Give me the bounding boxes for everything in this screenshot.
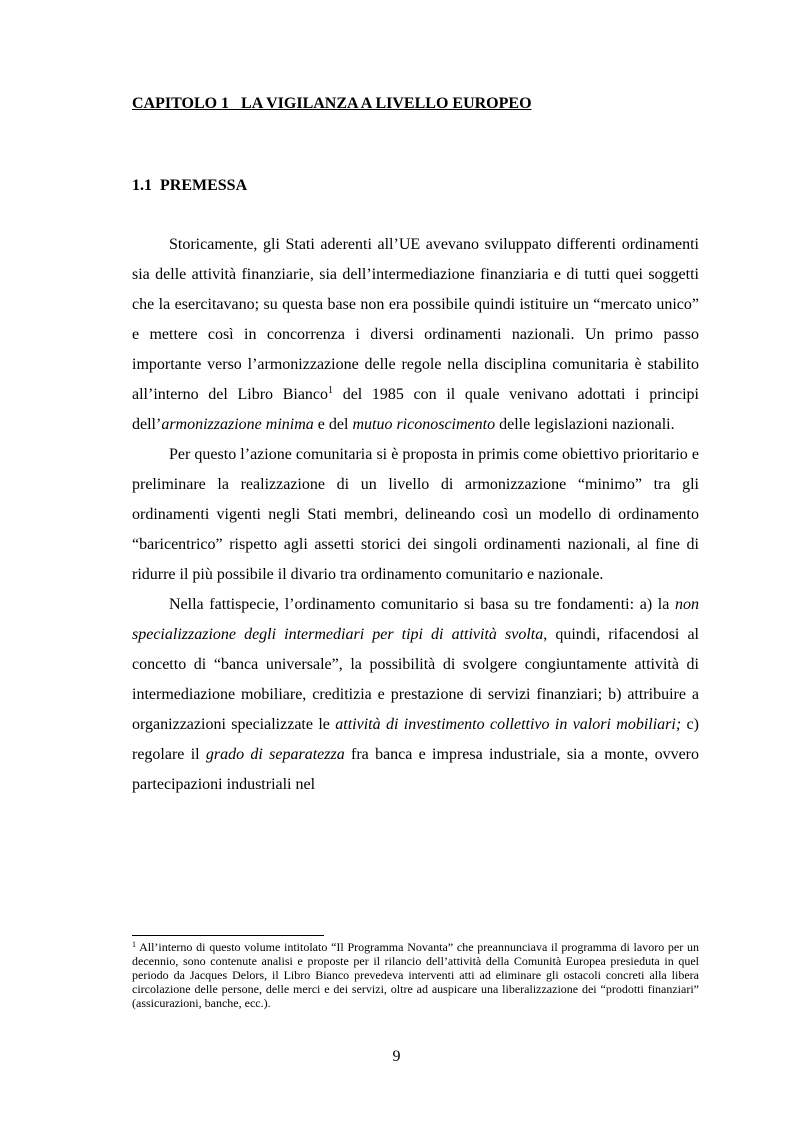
paragraph-1-text-b: del 1985 con il quale venivano adottati i principi dell’ <box>132 386 699 433</box>
footnote <box>132 940 699 1010</box>
paragraph-3-emphasis-a: non specializzazione degli intermediari per tipi di attività svolta <box>132 596 699 643</box>
body-text <box>132 230 699 800</box>
footnote-text: All’interno di questo volume intitolato “Il Programma Novanta” che preannunciava il programma di lavoro per un decennio, sono contenute analisi e proposte per il rilancio dell’attività della Comunità Europea presieduta in quel periodo da Jacques Delors, il Libro Bianco prevedeva interventi atti ad eliminare gli ostacoli concreti alla libera circolazione delle persone, delle merci e dei servizi, oltre ad auspicare una liberalizzazione dei “prodotti finanziari” (assicurazioni, banche, ecc.). <box>132 940 699 1010</box>
paragraph-3-emphasis-b: attività di investimento collettivo in valori mobiliari; <box>335 716 682 733</box>
paragraph-3-text-b: , quindi, rifacendosi al concetto di “banca universale”, la possibilità di svolgere congiuntamente attività di intermediazione mobiliare, creditizia e prestazione di servizi finanziari; b) attribuire a organizzazioni specializzate le <box>132 626 700 733</box>
paragraph-1-text-c: e del <box>313 416 353 433</box>
paragraph-3-emphasis-c: grado di separatezza <box>205 746 345 763</box>
section-title: 1.1 PREMESSA <box>132 177 248 194</box>
chapter-title: CAPITOLO 1 LA VIGILANZA A LIVELLO EUROPEO <box>132 95 532 112</box>
paragraph-1-text-d: delle legislazioni nazionali. <box>495 416 675 433</box>
paragraph-1 <box>132 230 699 440</box>
paragraph-2: Per questo l’azione comunitaria si è proposta in primis come obiettivo prioritario e preliminare la realizzazione di un livello di armonizzazione “minimo” tra gli ordinamenti vigenti negli Stati membri, delineando così un modello di ordinamento “baricentrico” rispetto agli assetti storici dei singoli ordinamenti nazionali, al fine di ridurre il più possibile il divario tra ordinamento comunitario e nazionale. <box>132 446 699 583</box>
paragraph-1-text-a: Storicamente, gli Stati aderenti all’UE avevano sviluppato differenti ordinamenti sia delle attività finanziarie, sia dell’intermediazione finanziaria e di tutti quei soggetti che la esercitavano; su questa base non era possibile quindi istituire un “mercato unico” e mettere così in concorrenza i diversi ordinamenti nazionali. Un primo passo importante verso l’armonizzazione delle regole nella disciplina comunitaria è stabilito all’interno del Libro Bianco <box>132 236 699 403</box>
paragraph-3-text-a: Nella fattispecie, l’ordinamento comunitario si basa su tre fondamenti: a) la <box>169 596 675 613</box>
paragraph-1-emphasis-a: armonizzazione minima <box>161 416 314 433</box>
footnote-marker: 1 <box>132 940 136 949</box>
paragraph-3 <box>132 590 699 800</box>
page-number: 9 <box>392 1048 401 1065</box>
paragraph-3-text-d: fra banca e impresa industriale, sia a monte, ovvero partecipazioni industriali nel <box>132 746 700 793</box>
footnote-reference: 1 <box>328 385 334 396</box>
footnote-divider <box>132 935 324 936</box>
paragraph-3-text-c: c) regolare il <box>132 716 699 763</box>
paragraph-1-emphasis-b: mutuo riconoscimento <box>352 416 496 433</box>
